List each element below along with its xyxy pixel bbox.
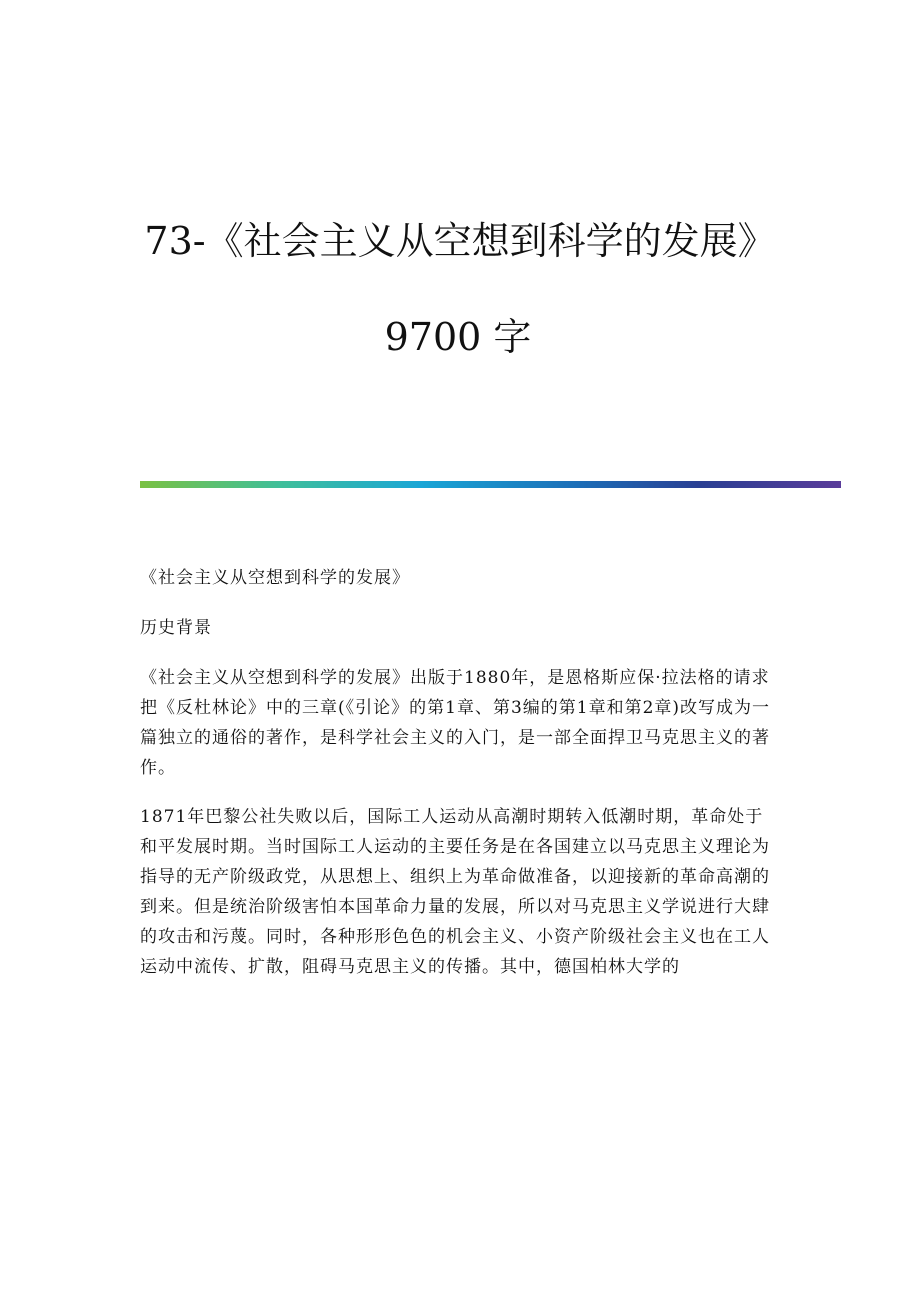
body-heading-book-title: 《社会主义从空想到科学的发展》 <box>140 568 410 588</box>
body-paragraph-2: 1871年巴黎公社失败以后，国际工人运动从高潮时期转入低潮时期，革命处于和平发展时期。当时国际工人运动的主要任务是在各国建立以马克思主义理论为指导的无产阶级政党，从思想上、组织上为革命做准备，以迎接新的革命高潮的到来。但是统治阶级害怕本国革命力量的发展，所以对马克思主义学说进行大肆的攻击和污蔑。同时，各种形形色色的机会主义、小资产阶级社会主义也在工人运动中流传、扩散，阻碍马克思主义的传播。其中，德国柏林大学的 <box>140 807 770 977</box>
document-title-line1: 73-《社会主义从空想到科学的发展》 <box>144 219 776 263</box>
title-divider-gradient <box>140 481 841 488</box>
body-paragraph-1: 《社会主义从空想到科学的发展》出版于1880年，是恩格斯应保·拉法格的请求把《反杜林论》中的三章(《引论》的第1章、第3编的第1章和第2章)改写成为一篇独立的通俗的著作，是科学社会主义的入门，是一部全面捍卫马克思主义的著作。 <box>140 668 771 778</box>
body-heading-historical-background: 历史背景 <box>140 618 212 638</box>
document-title-line2: 9700 字 <box>384 315 532 359</box>
document-body <box>140 563 780 1001</box>
